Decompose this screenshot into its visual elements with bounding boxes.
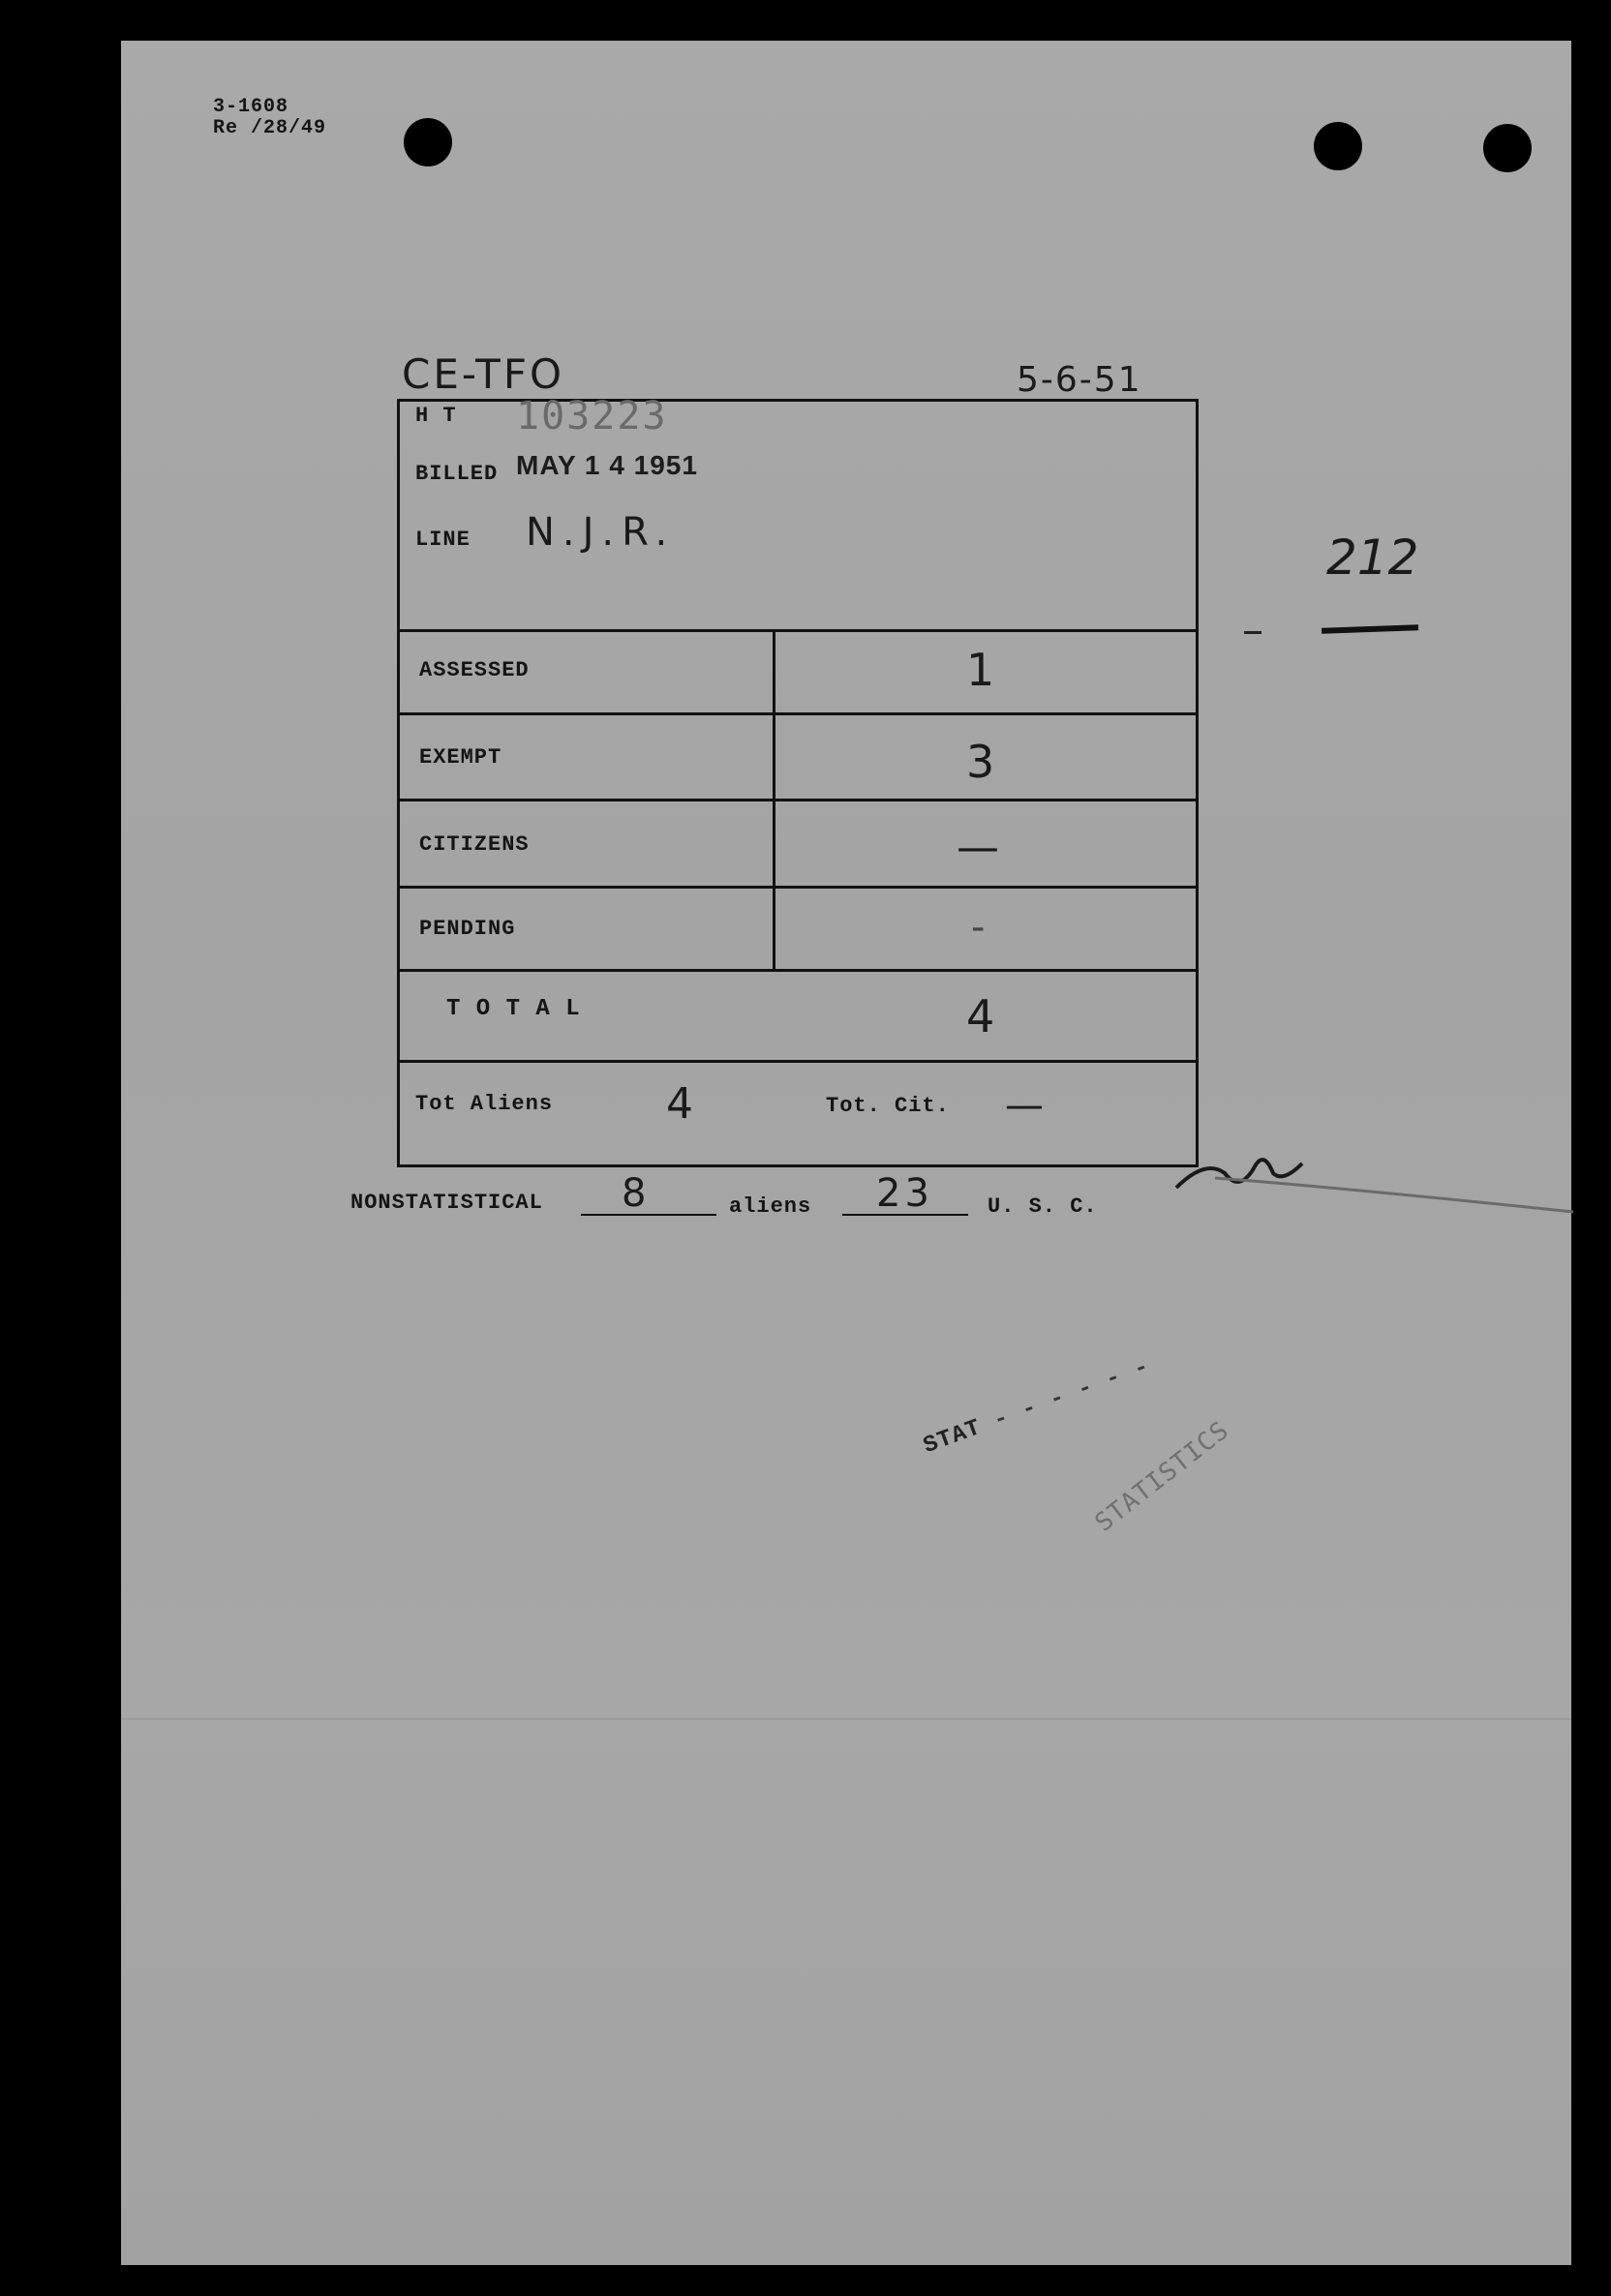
row-label-pending: PENDING bbox=[419, 917, 516, 941]
billed-date-stamp: MAY 1 4 1951 bbox=[516, 450, 698, 480]
row-value-exempt: 3 bbox=[966, 736, 995, 788]
punch-hole-left bbox=[404, 118, 452, 166]
line-value: N.J.R. bbox=[526, 510, 676, 555]
row-label-citizens: CITIZENS bbox=[419, 832, 530, 857]
fold-line bbox=[121, 1718, 1571, 1720]
row-label-exempt: EXEMPT bbox=[419, 745, 502, 770]
row-value-assessed: 1 bbox=[966, 644, 995, 696]
initials-signature bbox=[1147, 1120, 1573, 1226]
stat-stamp: STAT - - - - - - bbox=[920, 1353, 1154, 1461]
total-label: T O T A L bbox=[446, 996, 581, 1022]
punch-hole-right-1 bbox=[1314, 122, 1362, 170]
nonstatistical-aliens-value: 8 bbox=[622, 1171, 647, 1216]
nonstatistical-usc-value: 23 bbox=[876, 1171, 933, 1216]
ht-label: H T bbox=[415, 404, 457, 428]
rule-1 bbox=[400, 629, 1196, 632]
total-value: 4 bbox=[966, 990, 995, 1042]
side-mark bbox=[1244, 631, 1261, 634]
nonstatistical-label: NONSTATISTICAL bbox=[350, 1191, 543, 1215]
rule-4 bbox=[400, 886, 1196, 889]
form-number-line1: 3-1608 bbox=[213, 96, 289, 118]
document-sheet bbox=[121, 41, 1571, 2265]
line-label: LINE bbox=[415, 528, 471, 552]
statistics-box bbox=[397, 394, 1199, 1167]
side-note-number: 212 bbox=[1326, 529, 1419, 586]
billed-label: BILLED bbox=[415, 462, 499, 486]
side-note-strikeout bbox=[1322, 624, 1418, 633]
usc-label: U. S. C. bbox=[988, 1194, 1098, 1219]
column-divider bbox=[773, 629, 775, 972]
tot-cit-value: — bbox=[1005, 1083, 1044, 1128]
aliens-label: aliens bbox=[729, 1194, 812, 1219]
statistics-stamp: STATISTICS bbox=[1089, 1415, 1235, 1538]
rule-3 bbox=[400, 799, 1196, 801]
row-value-pending: - bbox=[971, 905, 986, 950]
tot-aliens-label: Tot Aliens bbox=[415, 1092, 554, 1116]
rule-5 bbox=[400, 969, 1196, 972]
row-value-citizens: — bbox=[957, 823, 999, 872]
ht-number: 103223 bbox=[516, 394, 668, 438]
rule-6 bbox=[400, 1060, 1196, 1063]
aliens-underline bbox=[581, 1214, 716, 1216]
header-date: 5-6-51 bbox=[1017, 360, 1142, 400]
rule-2 bbox=[400, 712, 1196, 715]
punch-hole-right-2 bbox=[1483, 124, 1532, 172]
tot-aliens-value: 4 bbox=[666, 1079, 693, 1129]
office-code: CE-TFO bbox=[402, 350, 565, 398]
form-number-line2: Re /28/49 bbox=[213, 117, 327, 139]
tot-cit-label: Tot. Cit. bbox=[826, 1094, 950, 1118]
row-label-assessed: ASSESSED bbox=[419, 658, 530, 682]
form-number bbox=[213, 97, 326, 139]
stat-stamp-text: STAT bbox=[920, 1414, 986, 1461]
